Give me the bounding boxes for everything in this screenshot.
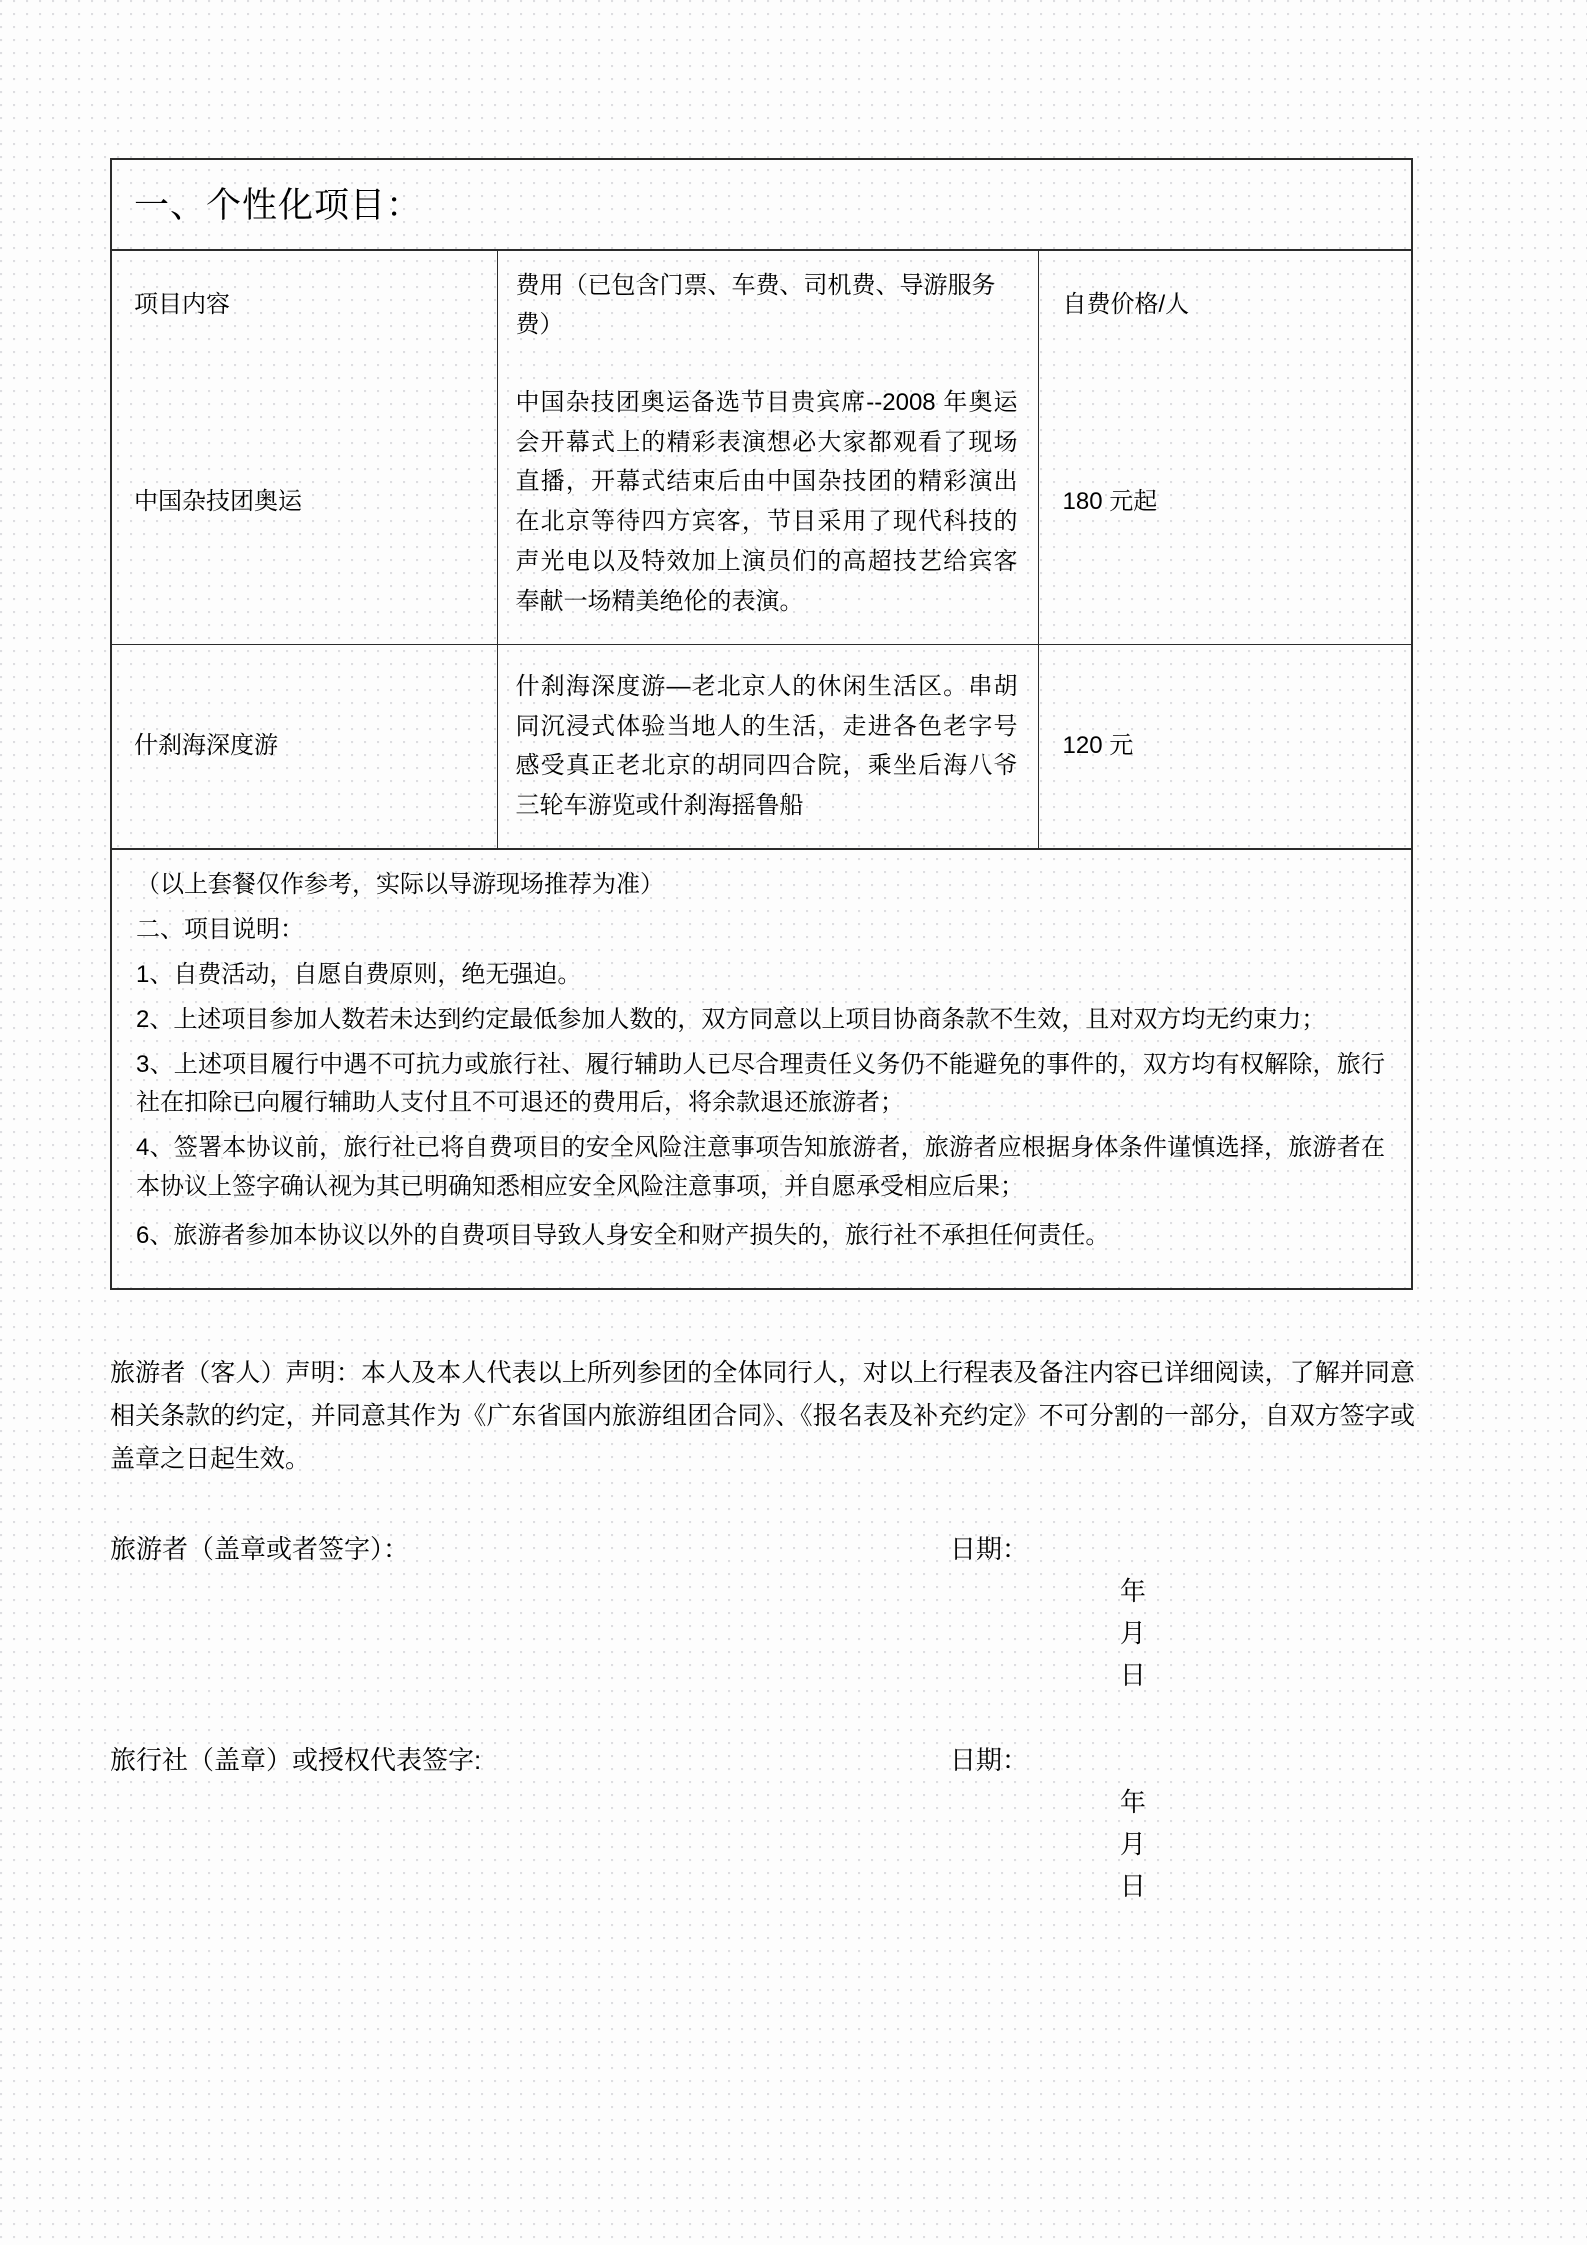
agency-month-label: 月 — [1119, 1828, 1146, 1859]
traveler-declaration: 旅游者（客人）声明：本人及本人代表以上所列参团的全体同行人，对以上行程表及备注内容已详细阅读，了解并同意相关条款的约定，并同意其作为《广东省国内旅游组团合同》、《报名表及补充约定》不可分割的一部分，自双方签字或盖章之日起生效。 — [110, 1359, 1415, 1473]
note-item-3: 3、上述项目履行中遇不可抗力或旅行社、履行辅助人已尽合理责任义务仍不能避免的事件的，双方均有权解除，旅行社在扣除已向履行辅助人支付且不可退还的费用后，将余款退还旅游者； — [136, 1050, 1385, 1117]
notes-reference-line: （以上套餐仅作参考，实际以导游现场推荐为准） — [136, 871, 664, 899]
table-row — [112, 361, 1411, 644]
agency-date-label: 日期： — [950, 1744, 1029, 1775]
traveler-signature-label: 旅游者（盖章或者签字）： — [110, 1534, 410, 1564]
traveler-month-label: 月 — [1119, 1618, 1146, 1649]
table-header-row — [112, 251, 1411, 361]
notes-section — [112, 848, 1411, 1288]
agency-day-label: 日 — [1119, 1870, 1146, 1901]
traveler-day-label: 日 — [1119, 1660, 1146, 1691]
agency-signature-label: 旅行社（盖章）或授权代表签字: — [110, 1744, 482, 1775]
item-description: 中国杂技团奥运备选节目贵宾席--2008 年奥运会开幕式上的精彩表演想必大家都观看了现场直播，开幕式结束后由中国杂技团的精彩演出在北京等待四方宾客，节目采用了现代科技的声光电以及特效加上演员们的高超技艺给宾客奉献一场精美绝伦的表演。 — [497, 361, 1038, 644]
notes-heading: 二、项目说明： — [136, 915, 304, 943]
item-name: 什刹海深度游 — [112, 644, 497, 848]
note-item-4: 4、签署本协议前，旅行社已将自费项目的安全风险注意事项告知旅游者，旅游者应根据身体条件谨慎选择，旅游者在本协议上签字确认视为其已明确知悉相应安全风险注意事项，并自愿承受相应后果； — [136, 1134, 1385, 1201]
note-item-6: 6、旅游者参加本协议以外的自费项目导致人身安全和财产损失的，旅行社不承担任何责任。 — [136, 1222, 1110, 1250]
agency-year-label: 年 — [1119, 1786, 1146, 1817]
traveler-date-label: 日期： — [950, 1534, 1029, 1564]
personalized-items-box — [110, 158, 1413, 1290]
page-title: 一、个性化项目： — [112, 160, 1411, 251]
traveler-signature-row — [110, 1528, 1415, 1739]
traveler-year-label: 年 — [1119, 1576, 1146, 1607]
table-header-item-content: 项目内容 — [112, 251, 497, 361]
agency-date-fields — [1028, 1739, 1188, 1950]
traveler-date-fields — [1028, 1528, 1188, 1739]
note-item-1: 1、自费活动，自愿自费原则，绝无强迫。 — [136, 960, 582, 988]
item-description: 什刹海深度游—老北京人的休闲生活区。串胡同沉浸式体验当地人的生活，走进各色老字号感受真正老北京的胡同四合院，乘坐后海八爷三轮车游览或什刹海摇鲁船 — [497, 644, 1038, 848]
note-item-2: 2、上述项目参加人数若未达到约定最低参加人数的，双方同意以上项目协商条款不生效，且对双方均无约束力； — [136, 1005, 1326, 1033]
table-header-price-per-person: 自费价格/人 — [1062, 291, 1190, 319]
item-name: 中国杂技团奥运 — [112, 361, 497, 644]
item-price: 180 元起 — [1038, 361, 1411, 644]
signature-block — [110, 1528, 1415, 1949]
table-header-fee: 费用（已包含门票、车费、司机费、导游服务费） — [497, 251, 1038, 361]
items-table — [112, 251, 1411, 848]
item-price: 120 元 — [1062, 731, 1134, 759]
table-row — [112, 644, 1411, 848]
agency-signature-row — [110, 1739, 1415, 1950]
